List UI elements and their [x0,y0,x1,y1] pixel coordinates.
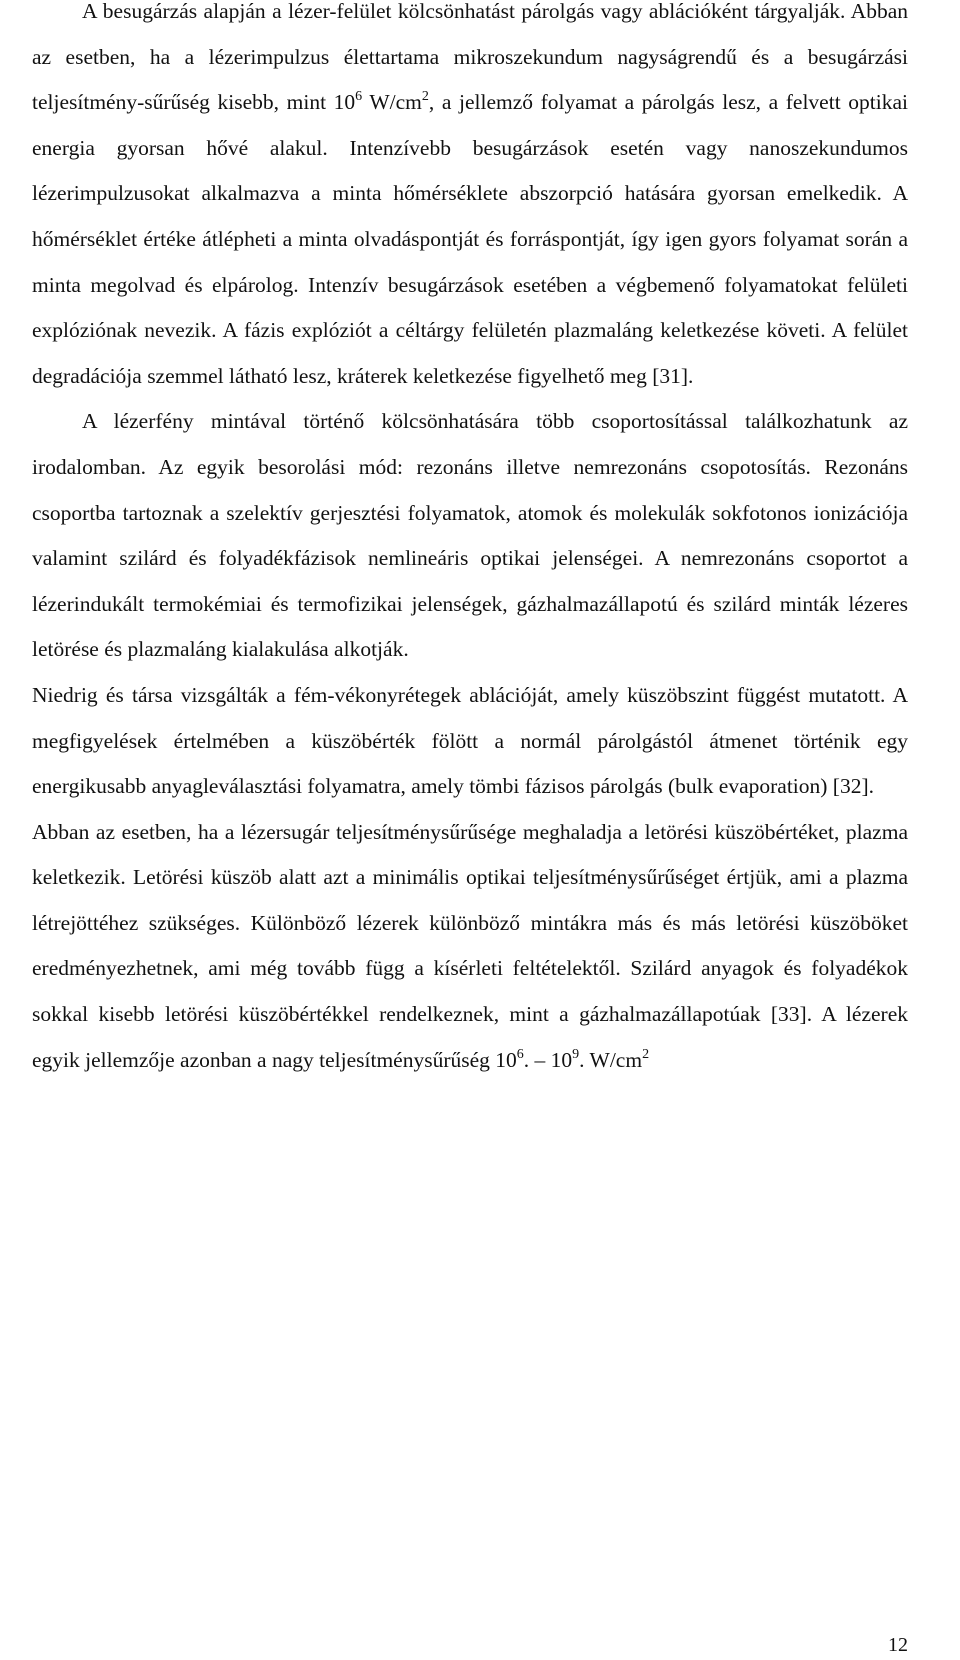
text-run: W/cm [362,90,422,115]
paragraph [32,810,908,1084]
superscript: 6 [516,1046,524,1062]
text-run: , a jellemző folyamat a párolgás lesz, a felvett optikai energia gyorsan hővé alakul. Intenzívebb besugárzások esetén vagy nanoszekundumos lézerimpulzusokat alkalmazva a minta hőmérséklete abszorpció hatására gyorsan emelkedik. A hőmérséklet értéke átlépheti a minta olvadáspontját és forráspontját, így igen gyors folyamat során a minta megolvad és elpárolog. Intenzív besugárzások esetében a végbemenő folyamatokat felületi explóziónak nevezik. A fázis explóziót a céltárgy felületén plazmaláng keletkezése követi. A felület degradációja szemmel látható lesz, kráterek keletkezése figyelhető meg [31]. [32,90,908,388]
superscript: 2 [642,1046,650,1062]
paragraph [32,673,908,810]
superscript: 2 [421,89,429,105]
page-number: 12 [888,1634,908,1656]
document-page [32,0,908,1083]
text-run: . – 10 [523,1047,573,1072]
body-text [32,0,908,1083]
text-run: . W/cm [579,1047,643,1072]
superscript: 6 [355,89,363,105]
paragraph [32,0,908,399]
superscript: 9 [572,1046,580,1062]
paragraph [32,399,908,673]
text-run: A besugárzás alapján a lézer-felület kölcsönhatást párolgás vagy ablációként tárgyalják. Abban az esetben, ha a lézerimpulzus élettartama mikroszekundum nagyságrendű és a besugárzási teljesítmény-sűrűség kisebb, mint 10 [32,0,908,115]
text-run: Abban az esetben, ha a lézersugár teljesítménysűrűsége meghaladja a letörési küszöbértéket, plazma keletkezik. Letörési küszöb alatt azt a minimális optikai teljesítménysűrűséget értjük, ami a plazma létrejöttéhez szükséges. Különböző lézerek különböző mintákra más és más letörési küszöböket eredményezhetnek, ami még tovább függ a kísérleti feltételektől. Szilárd anyagok és folyadékok sokkal kisebb letörési küszöbértékkel rendelkeznek, mint a gázhalmazállapotúak [33]. A lézerek egyik jellemzője azonban a nagy teljesítménysűrűség 10 [32,819,908,1072]
text-run: Niedrig és társa vizsgálták a fém-vékonyrétegek ablációját, amely küszöbszint függést mutatott. A megfigyelések értelmében a küszöbérték fölött a normál párolgástól átmenet történik egy energikusabb anyagleválasztási folyamatra, amely tömbi fázisos párolgás (bulk evaporation) [32]. [32,682,908,799]
text-run: A lézerfény mintával történő kölcsönhatására több csoportosítással találkozhatunk az irodalomban. Az egyik besorolási mód: rezonáns illetve nemrezonáns csopotosítás. Rezonáns csoportba tartoznak a szelektív gerjesztési folyamatok, atomok és molekulák sokfotonos ionizációja valamint szilárd és folyadékfázisok nemlineáris optikai jelenségei. A nemrezonáns csoportot a lézerindukált termokémiai és termofizikai jelenségek, gázhalmazállapotú és szilárd minták lézeres letörése és plazmaláng kialakulása alkotják. [32,409,908,662]
